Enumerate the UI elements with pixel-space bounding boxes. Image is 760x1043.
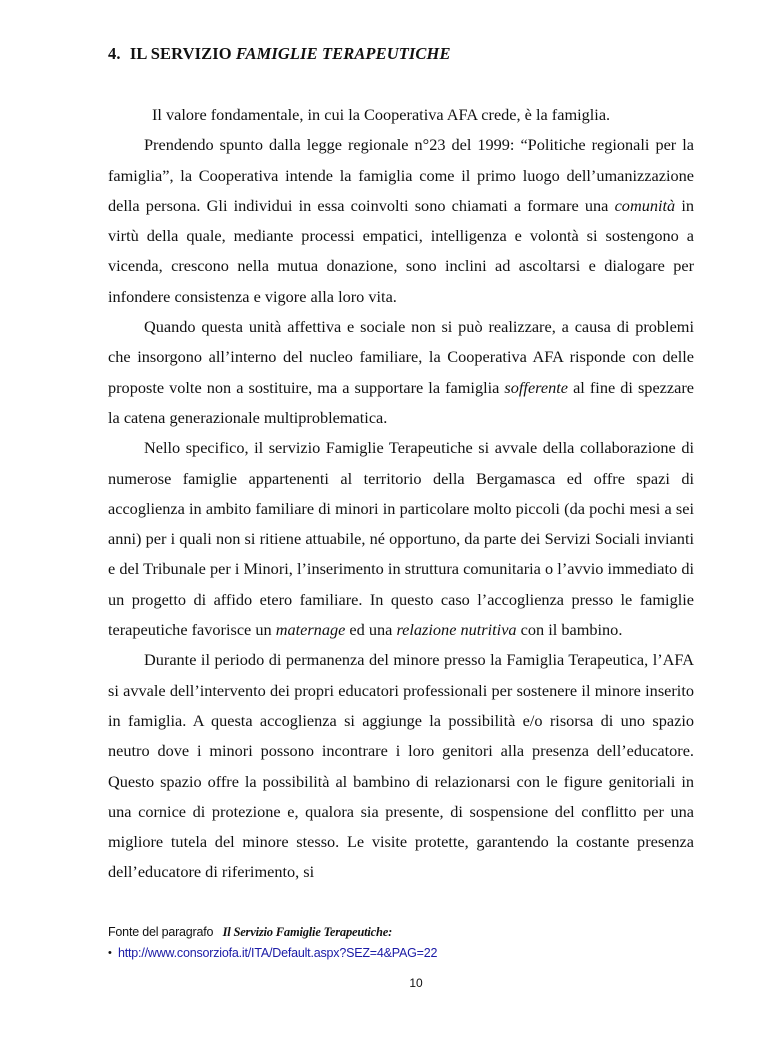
footnote-link-item (108, 943, 698, 964)
section-number: 4. (108, 44, 121, 63)
paragraph (108, 312, 694, 433)
footnote (108, 922, 698, 964)
paragraph (108, 100, 694, 130)
paragraph-text: al fine di spezzare la catena generazionale multiproblematica. (108, 377, 695, 427)
section-heading (108, 44, 698, 64)
footnote-source-line (108, 922, 698, 943)
italic-text: sofferente (504, 377, 569, 397)
section-title-italic: FAMIGLIE TERAPEUTICHE (235, 44, 451, 63)
section-title-plain: IL SERVIZIO (129, 44, 232, 63)
italic-text: maternage (275, 620, 346, 640)
paragraph-text: Quando questa unità affettiva e sociale non si può realizzare, a causa di problemi che insorgono all’interno del nucleo familiare, la Cooperativa AFA risponde con delle proposte volte non a sostituire, ma a supportare la famiglia (108, 317, 694, 397)
paragraph (108, 130, 694, 312)
bullet-icon: • (108, 947, 112, 959)
paragraph (108, 433, 694, 645)
paragraph-text: in virtù della quale, mediante processi empatici, intelligenza e volontà si sostengono a vicenda, crescono nella mutua donazione, sono inclini ad ascoltarsi e dialogare per infondere consistenza e vigore alla loro vita. (108, 195, 694, 306)
paragraph-text: Nello specifico, il servizio Famiglie Terapeutiche si avvale della collaborazione di numerose famiglie appartenenti al territorio della Bergamasca ed offre spazi di accoglienza in ambito familiare di minori in particolare molto piccoli (da pochi mesi a sei anni) per i quali non si ritiene attuabile, né opportuno, da parte dei Servizi Sociali invianti e del Tribunale per i Minori, l’inserimento in struttura comunitaria o l’avvio immediato di un progetto di affido etero familiare. In questo caso l’accoglienza presso le famiglie terapeutiche favorisce un (108, 438, 694, 640)
italic-text: comunità (614, 195, 676, 215)
footnote-source-title: Il Servizio Famiglie Terapeutiche: (222, 925, 393, 939)
body-text (108, 100, 694, 888)
paragraph-text: Prendendo spunto dalla legge regionale n°23 del 1999: “Politiche regionali per la famiglia”, la Cooperativa intende la famiglia come il primo luogo dell’umanizzazione della persona. Gli individui in essa coinvolti sono chiamati a formare una (108, 135, 694, 215)
paragraph (108, 645, 694, 887)
paragraph-text: Durante il periodo di permanenza del minore presso la Famiglia Terapeutica, l’AFA si avvale dell’intervento dei propri educatori professionali per sostenere il minore inserito in famiglia. A questa accoglienza si aggiunge la possibilità e/o risorsa di uno spazio neutro dove i minori possono incontrare i loro genitori alla presenza dell’educatore. Questo spazio offre la possibilità al bambino di relazionarsi con le figure genitoriali in una cornice di protezione e, qualora sia presente, di sospensione del conflitto per una migliore tutela del minore stesso. Le visite protette, garantendo la costante presenza dell’educatore di riferimento, si (108, 650, 694, 882)
footnote-label: Fonte del paragrafo (108, 925, 214, 939)
paragraph-text: ed una (345, 620, 397, 640)
page-number: 10 (409, 976, 423, 990)
paragraph-text: Il valore fondamentale, in cui la Cooperativa AFA crede, è la famiglia. (152, 105, 611, 124)
paragraph-text: con il bambino. (516, 620, 623, 640)
italic-text: relazione nutritiva (396, 620, 517, 640)
footnote-url-link[interactable]: http://www.consorziofa.it/ITA/Default.aspx?SEZ=4&PAG=22 (118, 946, 438, 960)
